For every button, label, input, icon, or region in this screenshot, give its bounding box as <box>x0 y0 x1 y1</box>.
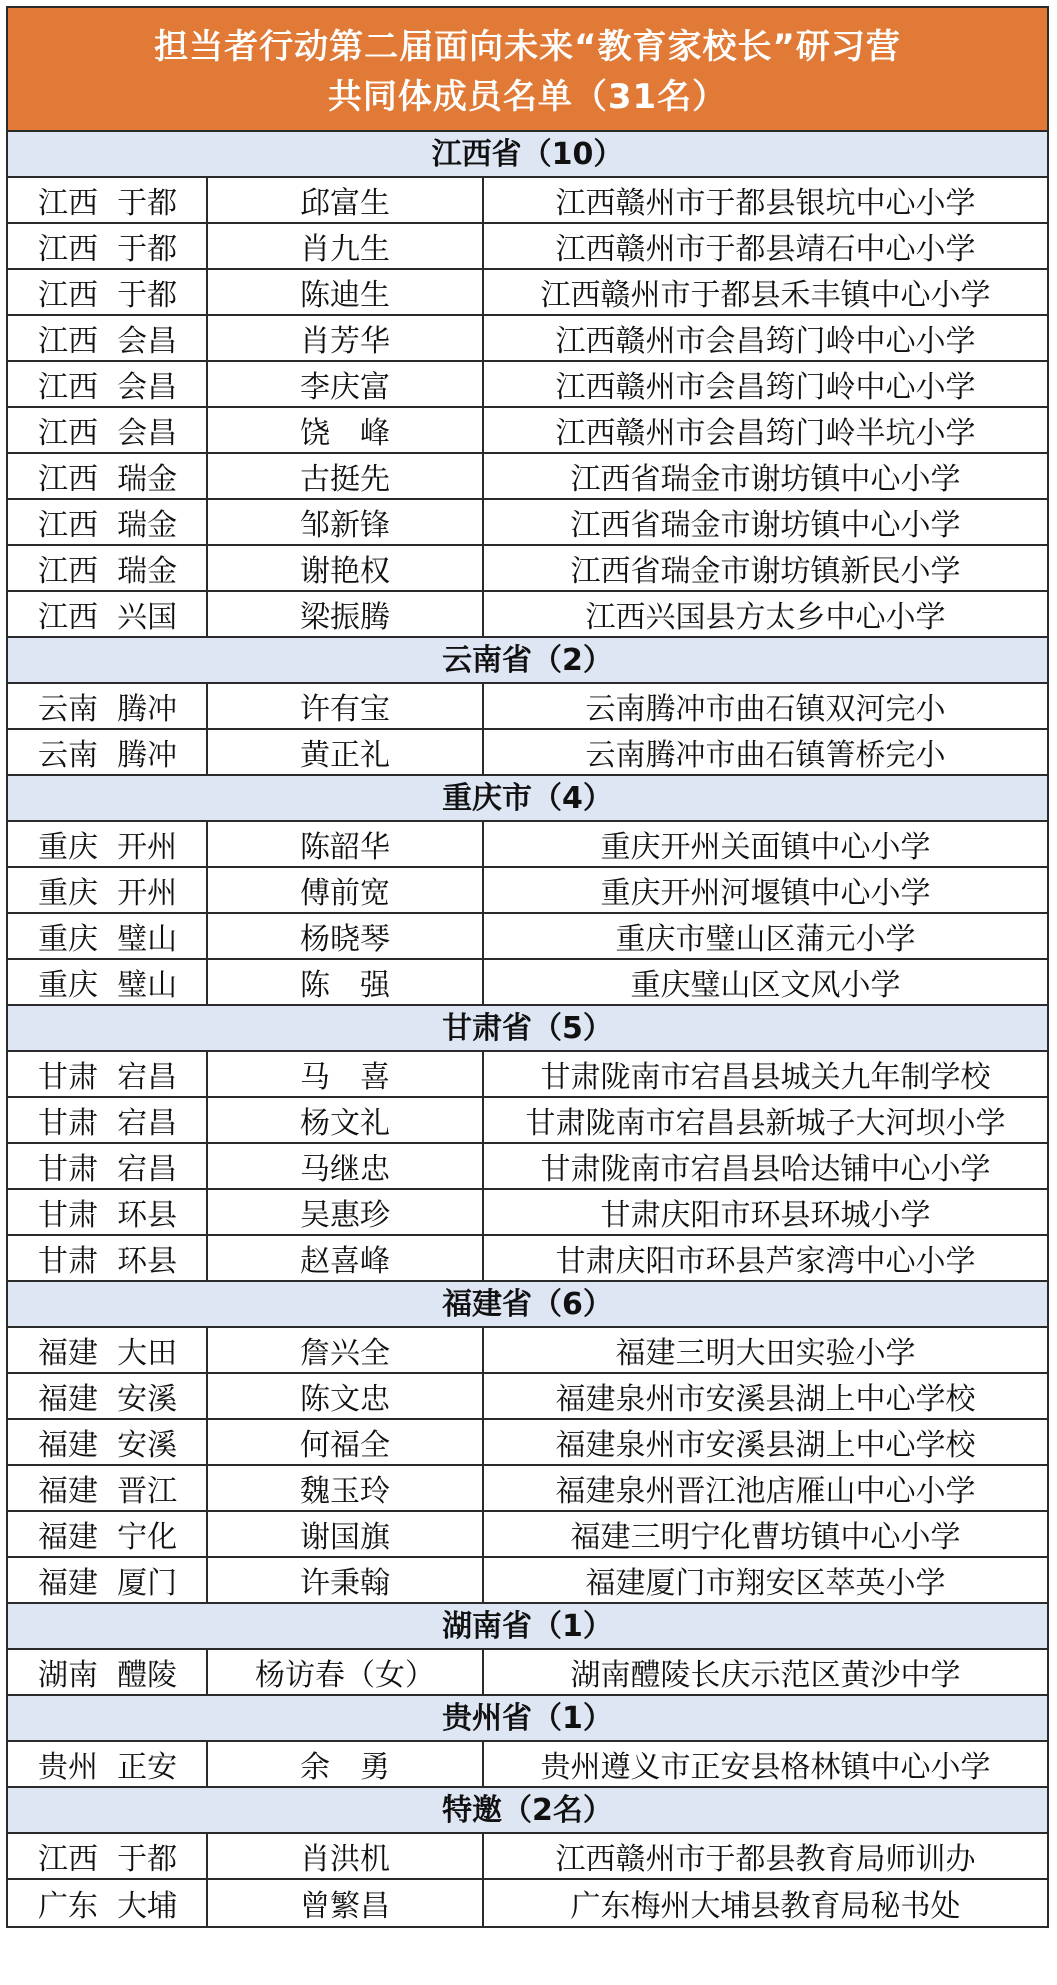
name-cell-text: 詹兴全 <box>300 1336 390 1371</box>
table-row <box>8 1742 1047 1788</box>
school-cell <box>484 960 1047 1004</box>
region-cell-text: 福建 安溪 <box>38 1428 178 1463</box>
region-cell-text: 甘肃 宕昌 <box>38 1060 178 1095</box>
table-row <box>8 408 1047 454</box>
name-cell <box>208 868 484 912</box>
section-heading: 福建省（6） <box>8 1282 1047 1328</box>
region-cell <box>8 1742 208 1786</box>
school-cell <box>484 822 1047 866</box>
table-row <box>8 1512 1047 1558</box>
region-cell <box>8 1558 208 1602</box>
table-row <box>8 1236 1047 1282</box>
name-cell <box>208 500 484 544</box>
name-cell-text: 杨访春（女） <box>255 1658 435 1693</box>
name-cell-text: 黄正礼 <box>300 738 390 773</box>
region-cell <box>8 684 208 728</box>
school-cell <box>484 1328 1047 1372</box>
school-cell <box>484 362 1047 406</box>
region-cell-text: 重庆 开州 <box>38 830 178 865</box>
region-cell-text: 江西 会昌 <box>38 370 178 405</box>
section-heading: 云南省（2） <box>8 638 1047 684</box>
table-row <box>8 1328 1047 1374</box>
region-cell <box>8 454 208 498</box>
school-cell <box>484 1144 1047 1188</box>
region-cell-text: 福建 宁化 <box>38 1520 178 1555</box>
school-cell <box>484 1880 1047 1926</box>
name-cell <box>208 1374 484 1418</box>
table-row <box>8 1144 1047 1190</box>
title-line-1: 担当者行动第二届面向未来“教育家校长”研习营 <box>154 27 901 67</box>
school-cell-text: 江西赣州市于都县靖石中心小学 <box>555 232 976 267</box>
name-cell-text: 魏玉玲 <box>300 1474 390 1509</box>
region-cell <box>8 1098 208 1142</box>
school-cell-text: 广东梅州大埔县教育局秘书处 <box>570 1889 961 1924</box>
name-cell <box>208 1512 484 1556</box>
school-cell-text: 江西赣州市于都县银坑中心小学 <box>555 186 976 221</box>
school-cell-text: 甘肃陇南市宕昌县哈达铺中心小学 <box>540 1152 991 1187</box>
school-cell <box>484 1190 1047 1234</box>
table-row <box>8 178 1047 224</box>
name-cell <box>208 1328 484 1372</box>
school-cell-text: 云南腾冲市曲石镇箐桥完小 <box>585 738 946 773</box>
region-cell <box>8 1144 208 1188</box>
table-row <box>8 1420 1047 1466</box>
title-line-2: 共同体成员名单（31名） <box>327 77 728 117</box>
table-row <box>8 1098 1047 1144</box>
school-cell-text: 江西兴国县方太乡中心小学 <box>585 600 946 635</box>
region-cell-text: 江西 于都 <box>38 186 178 221</box>
region-cell <box>8 316 208 360</box>
region-cell <box>8 362 208 406</box>
region-cell-text: 广东 大埔 <box>38 1889 178 1924</box>
region-cell-text: 江西 于都 <box>38 232 178 267</box>
name-cell <box>208 362 484 406</box>
school-cell-text: 福建三明大田实验小学 <box>615 1336 916 1371</box>
section-heading: 重庆市（4） <box>8 776 1047 822</box>
name-cell-text: 肖芳华 <box>300 324 390 359</box>
table-row <box>8 1558 1047 1604</box>
table-row <box>8 1650 1047 1696</box>
region-cell-text: 福建 安溪 <box>38 1382 178 1417</box>
region-cell <box>8 1650 208 1694</box>
school-cell <box>484 1236 1047 1280</box>
school-cell-text: 江西赣州市于都县禾丰镇中心小学 <box>540 278 991 313</box>
school-cell-text: 江西省瑞金市谢坊镇中心小学 <box>570 462 961 497</box>
school-cell <box>484 730 1047 774</box>
table-row <box>8 454 1047 500</box>
region-cell <box>8 224 208 268</box>
name-cell <box>208 546 484 590</box>
region-cell <box>8 1512 208 1556</box>
name-cell-text: 李庆富 <box>300 370 390 405</box>
name-cell-text: 肖洪机 <box>300 1842 390 1877</box>
name-cell <box>208 822 484 866</box>
table-row <box>8 822 1047 868</box>
table-row <box>8 1834 1047 1880</box>
school-cell <box>484 316 1047 360</box>
region-cell-text: 甘肃 宕昌 <box>38 1152 178 1187</box>
school-cell <box>484 1052 1047 1096</box>
school-cell <box>484 1420 1047 1464</box>
region-cell-text: 江西 兴国 <box>38 600 178 635</box>
name-cell <box>208 224 484 268</box>
name-cell-text: 余 勇 <box>300 1750 390 1785</box>
name-cell-text: 傅前宽 <box>300 876 390 911</box>
table-row <box>8 1052 1047 1098</box>
name-cell <box>208 1052 484 1096</box>
region-cell-text: 重庆 璧山 <box>38 922 178 957</box>
school-cell <box>484 546 1047 590</box>
name-cell-text: 饶 峰 <box>300 416 390 451</box>
name-cell <box>208 1236 484 1280</box>
name-cell-text: 许有宝 <box>300 692 390 727</box>
table-body <box>8 132 1047 1926</box>
name-cell <box>208 454 484 498</box>
name-cell <box>208 1834 484 1878</box>
region-cell <box>8 868 208 912</box>
section-heading: 贵州省（1） <box>8 1696 1047 1742</box>
table-row <box>8 868 1047 914</box>
school-cell <box>484 1742 1047 1786</box>
school-cell-text: 重庆开州关面镇中心小学 <box>600 830 931 865</box>
region-cell <box>8 178 208 222</box>
region-cell <box>8 1880 208 1926</box>
school-cell <box>484 500 1047 544</box>
school-cell-text: 湖南醴陵长庆示范区黄沙中学 <box>570 1658 961 1693</box>
school-cell-text: 江西省瑞金市谢坊镇中心小学 <box>570 508 961 543</box>
title-banner <box>8 8 1047 132</box>
school-cell <box>484 1098 1047 1142</box>
school-cell-text: 甘肃陇南市宕昌县新城子大河坝小学 <box>525 1106 1006 1141</box>
region-cell <box>8 1420 208 1464</box>
region-cell <box>8 1052 208 1096</box>
name-cell <box>208 178 484 222</box>
table-row <box>8 500 1047 546</box>
section-heading: 甘肃省（5） <box>8 1006 1047 1052</box>
name-cell-text: 赵喜峰 <box>300 1244 390 1279</box>
school-cell <box>484 1558 1047 1602</box>
name-cell <box>208 914 484 958</box>
region-cell-text: 江西 会昌 <box>38 324 178 359</box>
school-cell-text: 重庆市璧山区蒲元小学 <box>615 922 916 957</box>
school-cell-text: 江西赣州市会昌筠门岭半坑小学 <box>555 416 976 451</box>
table-row <box>8 960 1047 1006</box>
school-cell-text: 贵州遵义市正安县格林镇中心小学 <box>540 1750 991 1785</box>
name-cell <box>208 684 484 728</box>
region-cell-text: 江西 会昌 <box>38 416 178 451</box>
name-cell <box>208 1742 484 1786</box>
school-cell-text: 甘肃庆阳市环县芦家湾中心小学 <box>555 1244 976 1279</box>
name-cell-text: 陈迪生 <box>300 278 390 313</box>
region-cell-text: 福建 晋江 <box>38 1474 178 1509</box>
region-cell <box>8 1466 208 1510</box>
name-cell <box>208 1880 484 1926</box>
name-cell-text: 马 喜 <box>300 1060 390 1095</box>
region-cell <box>8 1834 208 1878</box>
region-cell-text: 湖南 醴陵 <box>38 1658 178 1693</box>
region-cell <box>8 1190 208 1234</box>
region-cell <box>8 822 208 866</box>
name-cell-text: 杨文礼 <box>300 1106 390 1141</box>
region-cell <box>8 408 208 452</box>
region-cell <box>8 546 208 590</box>
name-cell-text: 陈文忠 <box>300 1382 390 1417</box>
school-cell-text: 重庆开州河堰镇中心小学 <box>600 876 931 911</box>
school-cell-text: 福建三明宁化曹坊镇中心小学 <box>570 1520 961 1555</box>
member-list-table <box>6 6 1049 1928</box>
table-row <box>8 1374 1047 1420</box>
school-cell-text: 福建泉州市安溪县湖上中心学校 <box>555 1382 976 1417</box>
region-cell <box>8 500 208 544</box>
region-cell-text: 甘肃 环县 <box>38 1198 178 1233</box>
region-cell-text: 云南 腾冲 <box>38 692 178 727</box>
school-cell-text: 江西赣州市于都县教育局师训办 <box>555 1842 976 1877</box>
name-cell <box>208 408 484 452</box>
table-row <box>8 224 1047 270</box>
name-cell-text: 陈 强 <box>300 968 390 1003</box>
school-cell <box>484 1650 1047 1694</box>
name-cell-text: 梁振腾 <box>300 600 390 635</box>
school-cell <box>484 1466 1047 1510</box>
region-cell-text: 重庆 开州 <box>38 876 178 911</box>
region-cell <box>8 270 208 314</box>
school-cell <box>484 224 1047 268</box>
region-cell <box>8 1374 208 1418</box>
table-row <box>8 592 1047 638</box>
name-cell <box>208 1098 484 1142</box>
table-row <box>8 1466 1047 1512</box>
region-cell-text: 江西 于都 <box>38 1842 178 1877</box>
region-cell <box>8 1328 208 1372</box>
name-cell-text: 邹新锋 <box>300 508 390 543</box>
region-cell-text: 重庆 璧山 <box>38 968 178 1003</box>
school-cell <box>484 868 1047 912</box>
region-cell-text: 江西 瑞金 <box>38 462 178 497</box>
name-cell <box>208 1144 484 1188</box>
school-cell <box>484 592 1047 636</box>
name-cell <box>208 1190 484 1234</box>
table-row <box>8 270 1047 316</box>
name-cell <box>208 1420 484 1464</box>
school-cell <box>484 408 1047 452</box>
name-cell-text: 许秉翰 <box>300 1566 390 1601</box>
table-row <box>8 1880 1047 1926</box>
table-row <box>8 1190 1047 1236</box>
region-cell <box>8 1236 208 1280</box>
school-cell <box>484 684 1047 728</box>
school-cell-text: 福建厦门市翔安区萃英小学 <box>585 1566 946 1601</box>
region-cell-text: 福建 大田 <box>38 1336 178 1371</box>
school-cell <box>484 1374 1047 1418</box>
section-heading: 江西省（10） <box>8 132 1047 178</box>
name-cell-text: 肖九生 <box>300 232 390 267</box>
name-cell <box>208 960 484 1004</box>
school-cell <box>484 178 1047 222</box>
name-cell-text: 古挺先 <box>300 462 390 497</box>
name-cell-text: 邱富生 <box>300 186 390 221</box>
school-cell-text: 福建泉州晋江池店雁山中心小学 <box>555 1474 976 1509</box>
school-cell <box>484 454 1047 498</box>
school-cell-text: 重庆璧山区文风小学 <box>630 968 901 1003</box>
region-cell-text: 福建 厦门 <box>38 1566 178 1601</box>
name-cell <box>208 592 484 636</box>
table-row <box>8 730 1047 776</box>
school-cell-text: 云南腾冲市曲石镇双河完小 <box>585 692 946 727</box>
table-row <box>8 914 1047 960</box>
name-cell-text: 陈韶华 <box>300 830 390 865</box>
region-cell <box>8 960 208 1004</box>
region-cell-text: 江西 于都 <box>38 278 178 313</box>
name-cell-text: 谢国旗 <box>300 1520 390 1555</box>
region-cell-text: 贵州 正安 <box>38 1750 178 1785</box>
region-cell <box>8 914 208 958</box>
name-cell-text: 何福全 <box>300 1428 390 1463</box>
name-cell <box>208 270 484 314</box>
table-row <box>8 316 1047 362</box>
school-cell <box>484 270 1047 314</box>
name-cell-text: 马继忠 <box>300 1152 390 1187</box>
name-cell-text: 谢艳权 <box>300 554 390 589</box>
region-cell-text: 甘肃 宕昌 <box>38 1106 178 1141</box>
region-cell <box>8 730 208 774</box>
region-cell-text: 甘肃 环县 <box>38 1244 178 1279</box>
table-row <box>8 684 1047 730</box>
region-cell-text: 云南 腾冲 <box>38 738 178 773</box>
school-cell <box>484 1834 1047 1878</box>
name-cell <box>208 1558 484 1602</box>
school-cell-text: 江西赣州市会昌筠门岭中心小学 <box>555 370 976 405</box>
school-cell-text: 甘肃陇南市宕昌县城关九年制学校 <box>540 1060 991 1095</box>
school-cell-text: 江西赣州市会昌筠门岭中心小学 <box>555 324 976 359</box>
school-cell <box>484 914 1047 958</box>
school-cell-text: 甘肃庆阳市环县环城小学 <box>600 1198 931 1233</box>
name-cell <box>208 1650 484 1694</box>
table-row <box>8 362 1047 408</box>
section-heading: 特邀（2名） <box>8 1788 1047 1834</box>
name-cell <box>208 316 484 360</box>
section-heading: 湖南省（1） <box>8 1604 1047 1650</box>
region-cell <box>8 592 208 636</box>
name-cell-text: 杨晓琴 <box>300 922 390 957</box>
table-row <box>8 546 1047 592</box>
name-cell <box>208 730 484 774</box>
name-cell-text: 吴惠珍 <box>300 1198 390 1233</box>
region-cell-text: 江西 瑞金 <box>38 508 178 543</box>
school-cell-text: 福建泉州市安溪县湖上中心学校 <box>555 1428 976 1463</box>
name-cell-text: 曾繁昌 <box>300 1889 390 1924</box>
school-cell-text: 江西省瑞金市谢坊镇新民小学 <box>570 554 961 589</box>
name-cell <box>208 1466 484 1510</box>
region-cell-text: 江西 瑞金 <box>38 554 178 589</box>
school-cell <box>484 1512 1047 1556</box>
